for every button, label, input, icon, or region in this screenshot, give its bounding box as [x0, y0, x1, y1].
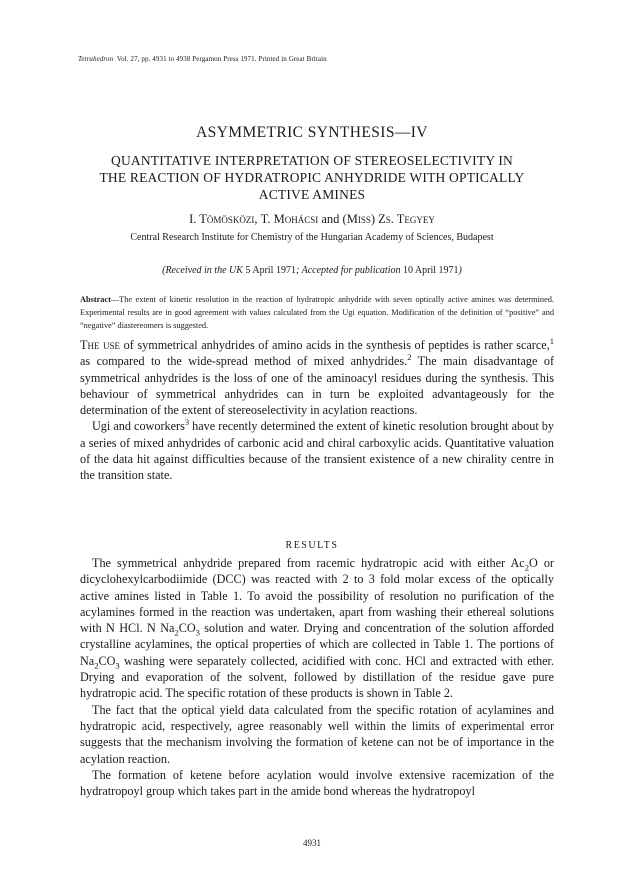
results-paragraph-3: The formation of ketene before acylation would involve extensive racemization of the hydratropoyl group which takes part in the amide bond whereas the hydratropoyl [80, 767, 554, 799]
page-number: 4931 [303, 838, 321, 848]
citation-details: Vol. 27, pp. 4931 to 4938 Pergamon Press 1971. Printed in Great Britain [116, 55, 327, 63]
ref-1: 1 [549, 335, 554, 346]
paper-subtitle: QUANTITATIVE INTERPRETATION OF STEREOSELECTIVITY IN THE REACTION OF HYDRATROPIC ANHYDRIDE WITH OPTICALLY ACTIVE AMINES [99, 153, 525, 202]
author-list: I. Tömösközi, T. Mohácsi and (Miss) Zs. Tegyey [189, 212, 435, 226]
abstract-text: —The extent of kinetic resolution in the reaction of hydratropic anhydride with seven optically active amines was determined. Experimental results are in good agreement with values calculated from the Ugi equation. Modification of the definition of “positive” and “negative” diastereomers is suggested. [80, 295, 554, 330]
ref-3: 3 [184, 417, 190, 428]
abstract [80, 293, 554, 332]
abstract-label: Abstract [80, 295, 111, 304]
results-heading: RESULTS [285, 540, 339, 551]
affiliation: Central Research Institute for Chemistry of the Hungarian Academy of Sciences, Budapest [130, 232, 494, 243]
results-paragraph-1: The symmetrical anhydride prepared from racemic hydratropic acid with either $Ac_2O$ or dicyclohexylcarbodiimide (DCC) was reacted with 2 to 3 fold molar excess of the optically active amines listed in Table 1. To avoid the possibility of resolution no purification of the acylamines formed in the reaction was undertaken, apart from washing their ethereal solutions with N HCl. N $Na_2CO_3$ solution and water. Drying and concentration of the solution afforded crystalline acylamines, the optical properties of which are collected in Table 1. The portions of $Na_2CO_3$ washing were separately collected, acidified with conc. HCl and extracted with ether. Drying and evaporation of the solvent, followed by distillation of the residue gave pure hydratropic acid. The specific rotation of these products is shown in Table 2. [80, 556, 554, 701]
journal-name: Tetrahedron [78, 55, 114, 63]
introduction: The use of symmetrical anhydrides of amino acids in the synthesis of peptides is rather scarce,$^1$ as compared to the wide-spread method of mixed anhydrides.$^2$ The main disadvantage of symmetrical anhydrides is the loss of one of the aminoacyl residues during the synthesis. This behaviour of symmetrical anhydrides can in turn be exploited advantageously for the determination of the extent of stereoselectivity in acylation reactions. Ugi and coworkers$^3$ have recently determined the extent of kinetic resolution brought about by a series of mixed anhydrides of carbonic acid and chiral carboxylic acids. Quantitative valuation of the data hit against difficulties because of the transient existence of a new chirality centre in the transition state. [80, 335, 555, 483]
ref-2: 2 [407, 352, 412, 363]
received-dates: (Received in the UK 5 April 1971; Accepted for publication 10 April 1971) [162, 265, 462, 276]
author-1: I. Tömösközi [189, 212, 255, 226]
paper-title: ASYMMETRIC SYNTHESIS—IV [196, 124, 428, 141]
results-section [80, 555, 554, 799]
author-2: T. Mohácsi [260, 212, 319, 226]
intro-paragraph-2: Ugi and coworkers$^3$ have recently determined the extent of kinetic resolution brought about by a series of mixed anhydrides of carbonic acid and chiral carboxylic acids. Quantitative valuation of the data hit against difficulties because of the transient existence of a new chirality centre in the transition state. [80, 417, 554, 483]
author-3: (Miss) Zs. Tegyey [342, 212, 435, 226]
journal-citation [78, 55, 327, 63]
intro-lead: The use [80, 338, 121, 352]
results-paragraph-2: The fact that the optical yield data calculated from the specific rotation of acylamines and hydratropic acid, respectively, agree reasonably well within the limits of experimental error suggests that the mechanism involving the formation of ketene can not be of importance in the acylation reaction. [80, 702, 554, 766]
